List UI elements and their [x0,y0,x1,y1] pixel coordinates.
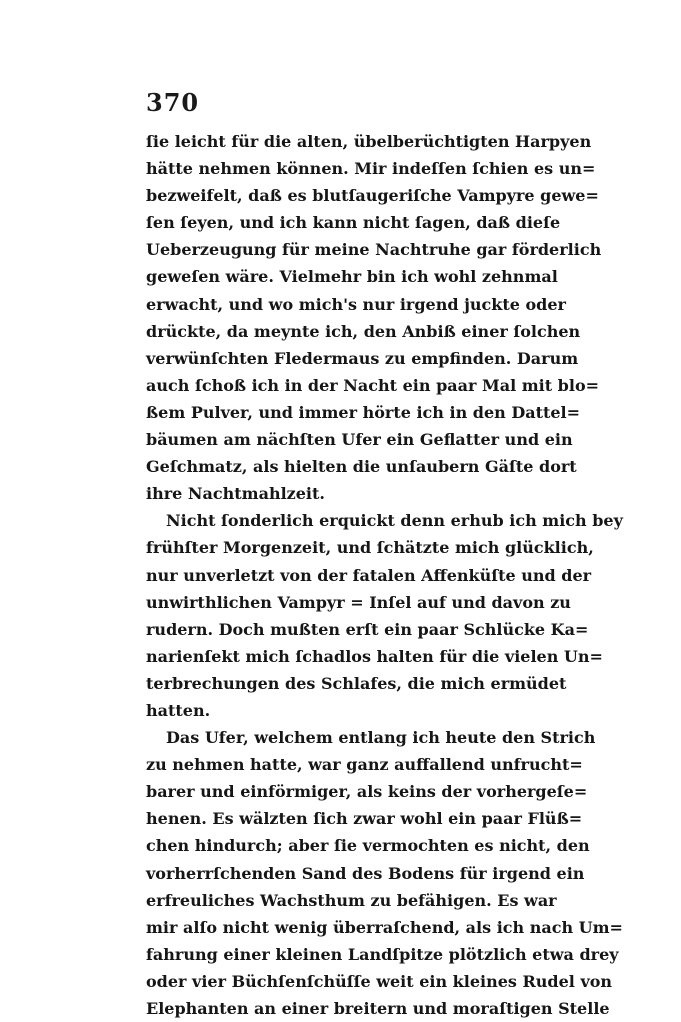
text-line: oder vier Büchſenſchüſſe weit ein kleines Rudel von [146,971,613,991]
text-line: mir alſo nicht wenig überraſchend, als ich nach Um= [146,917,623,937]
text-line: Nicht ſonderlich erquickt denn erhub ich mich bey [166,511,623,531]
text-line: terbrechungen des Schlafes, die mich ermüdet [146,673,567,693]
text-line: bezweifelt, daß es blutſaugeriſche Vampyre gewe= [146,186,599,206]
text-line: auch ſchoß ich in der Nacht ein paar Mal mit blo= [146,375,600,395]
text-line: chen hindurch; aber ſie vermochten es nicht, den [146,836,590,856]
text-line: henen. Es wälzten ſich zwar wohl ein paar Flüß= [146,809,583,829]
text-line: narienſekt mich ſchadlos halten für die vielen Un= [146,646,603,666]
text-line: hatten. [146,700,211,720]
text-line: vorherrſchenden Sand des Bodens für irgend ein [146,863,585,883]
text-line: drückte, da meynte ich, den Anbiß einer ſolchen [146,321,581,341]
text-line: erwacht, und wo mich's nur irgend juckte oder [146,294,566,314]
text-line: nur unverletzt von der fatalen Affenküſte und der [146,565,592,585]
body-text [146,128,623,1022]
text-line: ßem Pulver, und immer hörte ich in den Dattel= [146,402,581,422]
text-line: ihre Nachtmahlzeit. [146,484,325,504]
text-line: Ueberzeugung für meine Nachtruhe gar förderlich [146,240,602,260]
text-line: ſie leicht für die alten, übelberüchtigten Harpyen [146,132,592,151]
text-line: unwirthlichen Vampyr = Inſel auf und davon zu [146,592,571,612]
text-line: geweſen wäre. Vielmehr bin ich wohl zehnmal [146,267,558,287]
text-line: erfreuliches Wachsthum zu befähigen. Es war [146,890,557,910]
text-line: verwünſchten Fledermaus zu empfinden. Darum [146,348,579,368]
text-line: Elephanten an einer breitern und moraſtigen Stelle [146,999,610,1018]
text-line: bäumen am nächſten Ufer ein Geflatter und ein [146,430,573,450]
text-line: rudern. Doch mußten erſt ein paar Schlücke Ka= [146,619,589,639]
text-line: hätte nehmen können. Mir indeſſen ſchien es un= [146,159,596,179]
text-line: Das Ufer, welchem entlang ich heute den Strich [166,728,596,748]
text-line: fahrung einer kleinen Landſpitze plötzlich etwa drey [146,944,619,964]
text-line: Geſchmatz, als hielten die unſaubern Gäſte dort [146,457,577,477]
text-line: zu nehmen hatte, war ganz auffallend unfrucht= [146,755,583,775]
text-line: frühſter Morgenzeit, und ſchätzte mich glücklich, [146,538,594,558]
page-number: 370 [146,88,200,117]
text-line: barer und einförmiger, als keins der vorhergeſe= [146,782,588,802]
text-line: ſen ſeyen, und ich kann nicht ſagen, daß dieſe [146,213,561,233]
